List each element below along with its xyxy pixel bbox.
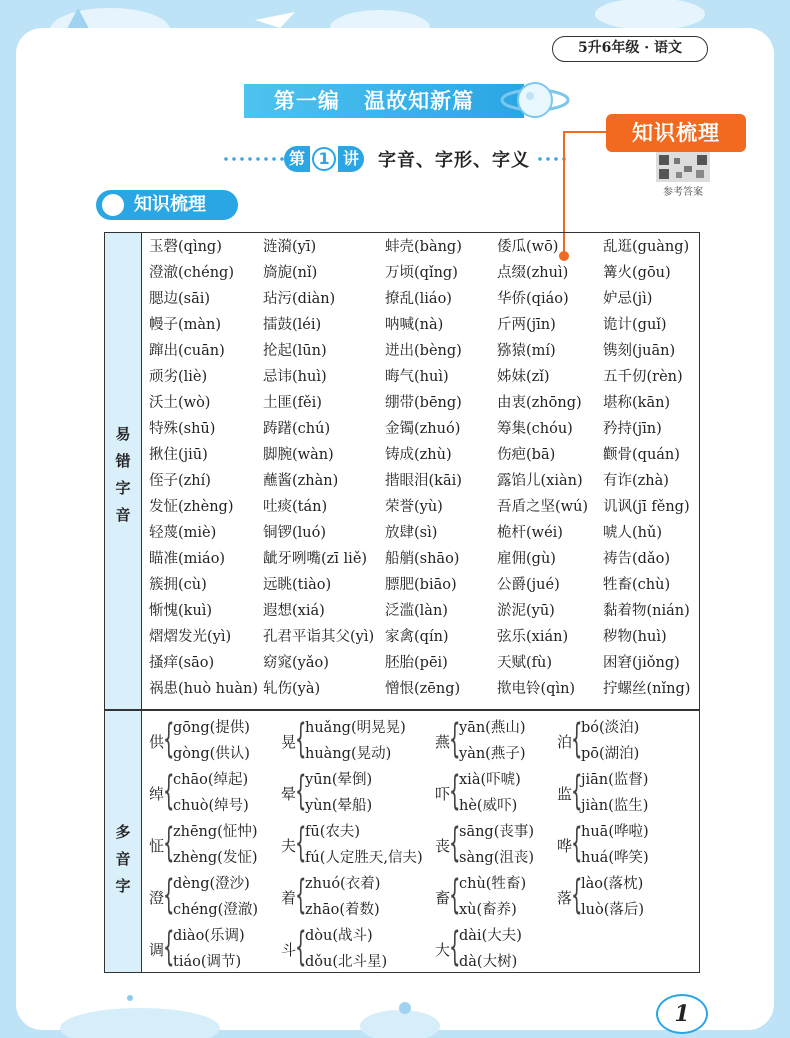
polyphone-reading: jiàn(监生) [581,798,649,814]
polyphone-reading: fú(人定胜天,信夫) [305,850,423,866]
lesson-suffix: 讲 [338,146,364,172]
polyphone-reading: zhēng(怔忡) [173,824,258,840]
brace-icon: { [449,768,461,814]
word-entry: 憎恨(zēng) [385,681,461,697]
polyphone-reading: huàng(晃动) [305,746,392,762]
polyphone-reading: gōng(提供) [173,720,250,736]
brace-icon: { [571,820,583,866]
word-entry: 擂鼓(léi) [263,317,322,333]
word-entry: 沃土(wò) [149,395,211,411]
brace-icon: { [571,768,583,814]
word-entry: 迸出(bèng) [385,343,462,359]
grade-tag: 5升6年级 · 语文 [552,36,708,62]
word-entry: 由衷(zhōng) [497,395,582,411]
word-entry: 点缀(zhuì) [497,265,569,281]
label-char: 字 [115,877,131,895]
polyphone-reading: huǎng(明晃晃) [305,720,406,736]
word-entry: 搔痒(sāo) [149,655,215,671]
word-entry: 遐想(xiá) [263,603,325,619]
polyphone-reading: huā(哗啦) [581,824,649,840]
word-entry: 堪称(kān) [603,395,671,411]
group-label-error-prone [105,421,141,529]
brace-icon: { [163,768,175,814]
polyphone-char: 调 [149,941,165,959]
polyphone-reading: jiān(监督) [581,772,649,788]
brace-icon: { [449,820,461,866]
polyphone-reading: dòu(战斗) [305,928,373,944]
polyphone-reading: yùn(晕船) [305,798,373,814]
word-entry: 澄澈(chéng) [149,265,234,281]
brace-icon: { [449,872,461,918]
word-entry: 讥讽(jī fěng) [603,499,690,515]
polyphone-char: 夫 [281,837,297,855]
section-title-text: 知识梳理 [134,194,206,215]
word-entry: 侄子(zhí) [149,473,211,489]
word-entry: 公爵(jué) [497,577,560,593]
polyphone-char: 晃 [281,733,297,751]
word-entry: 惭愧(kuì) [149,603,213,619]
brace-icon: { [449,924,461,970]
word-entry: 脚腕(wàn) [263,447,334,463]
brace-icon: { [295,820,307,866]
word-entry: 家禽(qín) [385,629,449,645]
lesson-number: 1 [312,147,336,171]
word-entry: 露馅儿(xiàn) [497,473,583,489]
brace-icon: { [163,716,175,762]
word-entry: 轻蔑(miè) [149,525,217,541]
polyphone-char: 监 [557,785,573,803]
polyphone-reading: fū(农夫) [305,824,361,840]
word-entry: 蘸酱(zhàn) [263,473,339,489]
polyphone-reading: xù(畜养) [459,902,517,918]
lesson-title: 字音、字形、字义 [378,150,531,171]
word-entry: 天赋(fù) [497,655,553,671]
label-char: 字 [115,479,131,497]
word-entry: 倭瓜(wō) [497,239,559,255]
word-entry: 蚌壳(bàng) [385,239,462,255]
polyphone-reading: gòng(供认) [173,746,250,762]
polyphone-char: 丧 [435,837,451,855]
word-entry: 揿电铃(qìn) [497,681,576,697]
polyphone-reading: huá(哗笑) [581,850,649,866]
word-entry: 放肆(sì) [385,525,438,541]
label-char: 音 [115,850,131,868]
word-entry: 雇佣(gù) [497,551,556,567]
brace-icon: { [295,872,307,918]
polyphone-char: 斗 [281,941,297,959]
polyphone-char: 落 [557,889,573,907]
polyphone-reading: yàn(燕子) [459,746,526,762]
polyphone-char: 哗 [557,837,573,855]
word-entry: 桅杆(wéi) [497,525,563,541]
polyphone-char: 大 [435,941,451,959]
word-entry: 荣誉(yù) [385,499,443,515]
dots-right [536,157,566,161]
polyphone-reading: tiáo(调节) [173,954,242,970]
word-entry: 诡计(guǐ) [603,317,667,333]
notebook-icon [102,194,124,216]
brace-icon: { [449,716,461,762]
polyphone-reading: chéng(澄澈) [173,902,258,918]
word-entry: 胚胎(pēi) [385,655,448,671]
polyphone-char: 燕 [435,733,451,751]
word-entry: 黏着物(nián) [603,603,690,619]
word-entry: 玷污(diàn) [263,291,336,307]
word-entry: 铸成(zhù) [385,447,452,463]
polyphone-reading: pō(湖泊) [581,746,640,762]
lesson-prefix: 第 [284,146,310,172]
word-entry: 猕猿(mí) [497,343,556,359]
table-divider [105,709,699,711]
word-entry: 有诈(zhà) [603,473,669,489]
word-entry: 斤两(jīn) [497,317,556,333]
word-entry: 颧骨(quán) [603,447,680,463]
word-entry: 抡起(lūn) [263,343,327,359]
polyphone-reading: chāo(绰起) [173,772,249,788]
word-entry: 忌讳(huì) [263,369,327,385]
polyphone-reading: sāng(丧事) [459,824,535,840]
word-entry: 祸患(huò huàn) [149,681,258,697]
word-entry: 姊妹(zǐ) [497,369,550,385]
callout-tag: 知识梳理 [606,114,746,152]
polyphone-reading: diào(乐调) [173,928,245,944]
brace-icon: { [295,924,307,970]
polyphone-char: 澄 [149,889,165,907]
polyphone-char: 晕 [281,785,297,803]
word-entry: 龇牙咧嘴(zī liě) [263,551,368,567]
word-entry: 绷带(bēng) [385,395,462,411]
word-entry: 淤泥(yū) [497,603,555,619]
polyphone-reading: lào(落枕) [581,876,644,892]
word-entry: 幔子(màn) [149,317,222,333]
page-number: 1 [656,994,708,1034]
polyphone-reading: chuò(绰号) [173,798,249,814]
polyphone-reading: hè(威吓) [459,798,518,814]
word-entry: 五千仞(rèn) [603,369,683,385]
word-entry: 弦乐(xián) [497,629,569,645]
dots-left [222,157,284,161]
word-entry: 唬人(hǔ) [603,525,662,541]
polyphone-reading: dǒu(北斗星) [305,954,388,970]
polyphone-reading: dèng(澄沙) [173,876,250,892]
brace-icon: { [571,716,583,762]
word-entry: 船艄(shāo) [385,551,460,567]
word-entry: 矜持(jīn) [603,421,662,437]
word-entry: 踌躇(chú) [263,421,331,437]
callout-line-h [563,131,607,133]
brace-icon: { [295,768,307,814]
word-entry: 顽劣(liè) [149,369,208,385]
word-entry: 涟漪(yī) [263,239,317,255]
word-entry: 窈窕(yǎo) [263,655,329,671]
polyphone-reading: chù(牲畜) [459,876,527,892]
polyphone-reading: xià(吓唬) [459,772,521,788]
word-entry: 晦气(huì) [385,369,449,385]
word-entry: 腮边(sāi) [149,291,211,307]
word-entry: 华侨(qiáo) [497,291,569,307]
polyphone-reading: zhèng(发怔) [173,850,258,866]
word-entry: 吾盾之坚(wú) [497,499,589,515]
unit-title-a: 第一编 [273,89,340,113]
word-entry: 膘肥(biāo) [385,577,457,593]
word-entry: 铜锣(luó) [263,525,327,541]
word-entry: 玉磬(qìng) [149,239,222,255]
section-title [96,190,238,220]
lesson-badges [284,145,530,173]
word-entry: 万顷(qǐng) [385,265,458,281]
word-entry: 揩眼泪(kāi) [385,473,462,489]
polyphone-reading: yān(燕山) [459,720,526,736]
word-entry: 土匪(fěi) [263,395,322,411]
brace-icon: { [163,820,175,866]
label-char: 多 [115,823,131,841]
word-entry: 吐痰(tán) [263,499,328,515]
label-char: 音 [115,506,131,524]
word-entry: 孔君平诣其父(yì) [263,629,375,645]
polyphone-reading: dà(大树) [459,954,518,970]
word-entry: 蹿出(cuān) [149,343,225,359]
word-entry: 瞄准(miáo) [149,551,226,567]
word-entry: 困窘(jiǒng) [603,655,680,671]
word-entry: 熠熠发光(yì) [149,629,232,645]
label-char: 易 [115,425,131,443]
polyphone-reading: luò(落后) [581,902,645,918]
polyphone-char: 供 [149,733,165,751]
polyphone-char: 怔 [149,837,165,855]
group-label-polyphone [105,819,141,900]
word-entry: 特殊(shū) [149,421,216,437]
word-entry: 祷告(dǎo) [603,551,670,567]
polyphone-reading: sàng(沮丧) [459,850,535,866]
lesson-heading [222,145,542,173]
knowledge-table [104,232,700,973]
word-entry: 乱逛(guàng) [603,239,690,255]
brace-icon: { [163,924,175,970]
planet-icon [500,72,570,128]
unit-title-b: 温故知新篇 [364,89,475,113]
word-entry: 旖旎(nǐ) [263,265,318,281]
polyphone-reading: dài(大夫) [459,928,522,944]
word-entry: 妒忌(jì) [603,291,653,307]
word-entry: 秽物(huì) [603,629,667,645]
word-entry: 篝火(gōu) [603,265,671,281]
unit-banner [244,84,524,118]
word-entry: 簇拥(cù) [149,577,207,593]
label-char: 错 [115,452,131,470]
word-entry: 远眺(tiào) [263,577,332,593]
qr-label: 参考答案 [663,187,703,198]
word-entry: 泛滥(làn) [385,603,448,619]
word-entry: 呐喊(nà) [385,317,444,333]
word-entry: 金镯(zhuó) [385,421,461,437]
brace-icon: { [571,872,583,918]
word-entry: 揪住(jiū) [149,447,208,463]
polyphone-reading: bó(淡泊) [581,720,640,736]
word-entry: 伤疤(bā) [497,447,556,463]
qr-code-icon[interactable] [656,152,710,182]
polyphone-char: 泊 [557,733,573,751]
polyphone-reading: zhuó(衣着) [305,876,381,892]
brace-icon: { [163,872,175,918]
polyphone-reading: zhāo(着数) [305,902,380,918]
word-entry: 镌刻(juān) [603,343,676,359]
polyphone-char: 吓 [435,785,451,803]
word-entry: 撩乱(liáo) [385,291,452,307]
word-entry: 轧伤(yà) [263,681,321,697]
brace-icon: { [295,716,307,762]
word-entry: 牲畜(chù) [603,577,671,593]
polyphone-char: 着 [281,889,297,907]
word-entry: 拧螺丝(nǐng) [603,681,691,697]
word-entry: 发怔(zhèng) [149,499,234,515]
word-entry: 筹集(chóu) [497,421,573,437]
polyphone-char: 绰 [149,785,165,803]
polyphone-reading: yūn(晕倒) [305,772,373,788]
polyphone-char: 畜 [435,889,451,907]
